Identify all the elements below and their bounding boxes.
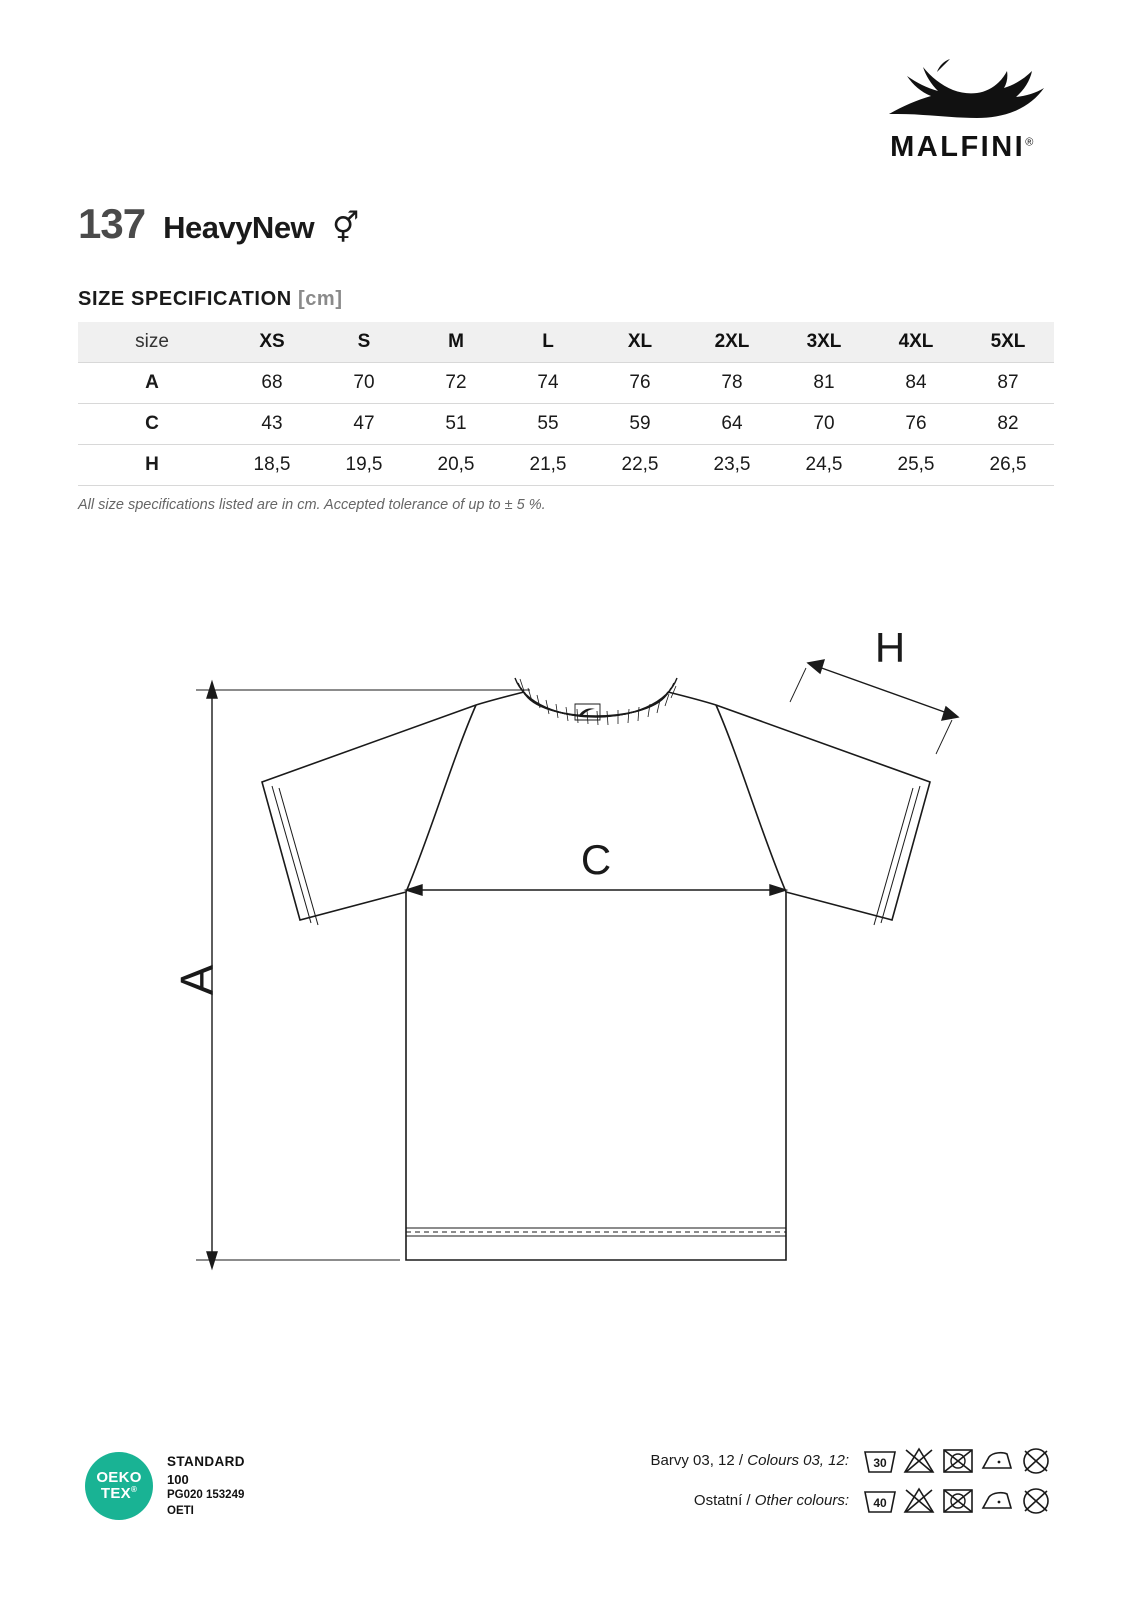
table-row	[78, 404, 1054, 445]
oeko-tex-certification	[85, 1452, 245, 1520]
gender-symbol-icon: ⚥	[332, 212, 360, 245]
wash-30-icon	[863, 1445, 897, 1475]
care-instructions	[593, 1440, 1053, 1520]
table-row	[78, 445, 1054, 486]
table-cell: 70	[813, 413, 835, 434]
page-title	[78, 200, 359, 248]
care-row	[593, 1440, 1053, 1480]
size-spec-note: All size specifications listed are in cm. Accepted tolerance of up to ± 5 %.	[78, 497, 546, 513]
dimension-label-a: A	[171, 964, 223, 996]
svg-text:40: 40	[873, 1496, 887, 1510]
care-row	[593, 1480, 1053, 1520]
table-cell: 64	[721, 413, 743, 434]
no-bleach-icon	[902, 1445, 936, 1475]
table-header-cell: 3XL	[806, 331, 842, 352]
no-tumble-dry-icon	[941, 1445, 975, 1475]
technical-drawing	[0, 620, 1131, 1320]
eagle-icon	[881, 52, 1046, 127]
table-header-cell: 2XL	[714, 331, 750, 352]
table-cell: 47	[353, 413, 375, 434]
oeko-tex-badge-icon	[85, 1452, 153, 1520]
table-cell: 19,5	[345, 454, 383, 475]
care-row-label: Ostatní / Other colours:	[693, 1491, 849, 1509]
size-spec-unit: [cm]	[297, 288, 343, 310]
care-row-label: Barvy 03, 12 / Colours 03, 12:	[650, 1451, 849, 1469]
table-cell: 87	[997, 372, 1019, 393]
table-cell: 70	[353, 372, 375, 393]
row-label: H	[145, 454, 159, 475]
oeko-standard-label: STANDARD	[167, 1453, 245, 1469]
table-cell: 72	[445, 372, 467, 393]
table-cell: 20,5	[437, 454, 475, 475]
table-cell: 76	[629, 372, 651, 393]
table-cell: 76	[905, 413, 927, 434]
brand-wordmark: MALFINI®	[890, 131, 1036, 163]
iron-low-icon	[980, 1445, 1014, 1475]
dimension-label-h: H	[874, 624, 906, 671]
row-label: C	[145, 413, 159, 434]
no-bleach-icon	[902, 1485, 936, 1515]
table-cell: 51	[445, 413, 467, 434]
table-cell: 21,5	[529, 454, 567, 475]
table-header-cell: 5XL	[990, 331, 1026, 352]
table-cell: 59	[629, 413, 651, 434]
oeko-tex-details	[167, 1453, 245, 1520]
table-header-row	[78, 322, 1054, 363]
table-cell: 55	[537, 413, 559, 434]
tshirt-diagram	[0, 620, 1131, 1320]
table-cell: 74	[537, 372, 559, 393]
size-specification-table	[78, 322, 1054, 486]
care-icon-group	[863, 1485, 1053, 1515]
table-cell: 43	[261, 413, 283, 434]
table-header-cell: L	[542, 331, 554, 352]
table-cell: 81	[813, 372, 835, 393]
dimension-label-c: C	[580, 836, 612, 883]
iron-low-icon	[980, 1485, 1014, 1515]
table-row	[78, 363, 1054, 404]
table-header-cell: XL	[627, 331, 653, 352]
no-dry-clean-icon	[1019, 1445, 1053, 1475]
table-cell: 78	[721, 372, 743, 393]
oeko-standard-number: 100	[167, 1471, 189, 1487]
care-icon-group	[863, 1445, 1053, 1475]
oeko-line1: OEKO	[96, 1469, 142, 1487]
oeko-institute: OETI	[167, 1504, 194, 1517]
table-header-cell: 4XL	[898, 331, 934, 352]
table-header-cell: size	[135, 331, 169, 352]
table-header-cell: S	[357, 331, 371, 352]
product-code: 137	[78, 200, 146, 247]
wash-40-icon	[863, 1485, 897, 1515]
table-header-cell: M	[448, 331, 464, 352]
no-tumble-dry-icon	[941, 1485, 975, 1515]
table-cell: 68	[261, 372, 283, 393]
table-cell: 22,5	[621, 454, 659, 475]
oeko-certificate-code: PG020 153249	[167, 1489, 245, 1502]
table-cell: 26,5	[989, 454, 1027, 475]
table-cell: 23,5	[713, 454, 751, 475]
brand-logo	[873, 52, 1053, 162]
table-cell: 25,5	[897, 454, 935, 475]
svg-text:30: 30	[873, 1456, 887, 1470]
product-name: HeavyNew	[163, 210, 315, 245]
registered-mark: ®	[130, 1485, 138, 1494]
no-dry-clean-icon	[1019, 1485, 1053, 1515]
size-spec-heading: SIZE SPECIFICATION [cm]	[78, 288, 343, 310]
oeko-line2: TEX	[100, 1485, 131, 1502]
row-label: A	[145, 372, 159, 393]
table-header-cell: XS	[259, 331, 285, 352]
table-cell: 18,5	[253, 454, 291, 475]
table-cell: 24,5	[805, 454, 843, 475]
table-cell: 84	[905, 372, 927, 393]
table-cell: 82	[997, 413, 1019, 434]
